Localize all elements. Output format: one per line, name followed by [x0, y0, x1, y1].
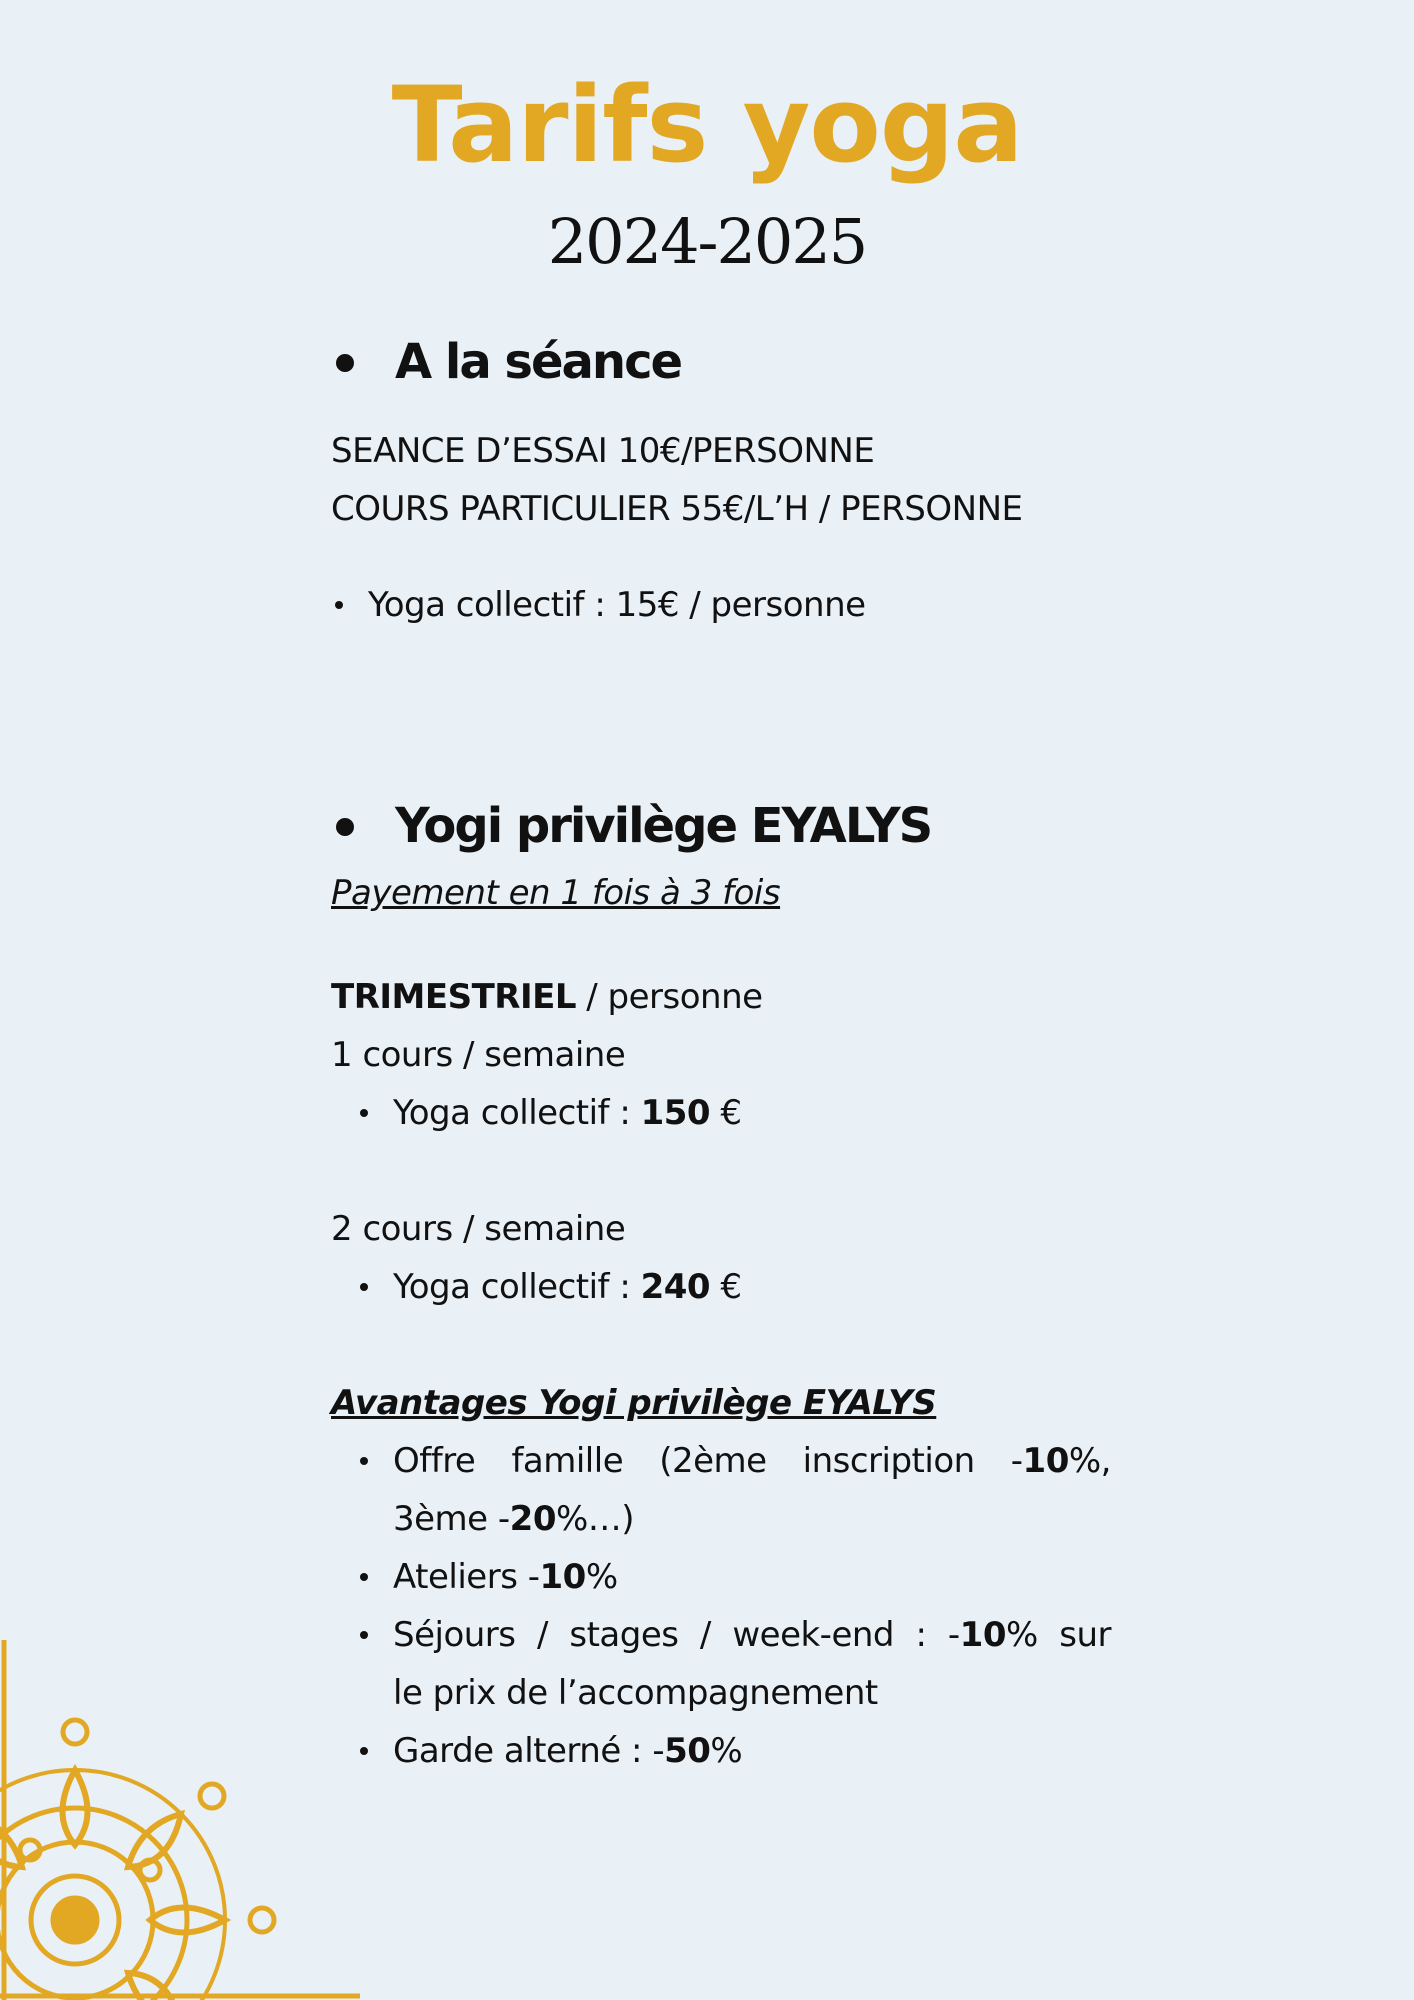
list-item: Yoga collectif : 150 € [331, 1084, 1111, 1142]
plan2-list [331, 1258, 1111, 1316]
list-item: Yoga collectif : 240 € [331, 1258, 1111, 1316]
mandala-icon [0, 1640, 360, 2000]
payment-note: Payement en 1 fois à 3 fois [331, 873, 781, 913]
bullet-dot [336, 354, 354, 372]
section-heading-privilege [331, 790, 1111, 862]
section-heading-seance [331, 326, 1111, 398]
pricing-content [331, 326, 1111, 1780]
trial-session-price: SEANCE D’ESSAI 10€/PERSONNE [331, 431, 875, 471]
private-lesson-price: COURS PARTICULIER 55€/L’H / PERSONNE [331, 489, 1023, 529]
plan1-list [331, 1084, 1111, 1142]
advantages-list [331, 1432, 1111, 1780]
trimestriel-line: TRIMESTRIEL / personne [331, 977, 763, 1017]
list-item: Offre famille (2ème inscription -10%, 3ème -20%…) [331, 1432, 1111, 1548]
bullet-dot [336, 818, 354, 836]
section-heading-privilege-text: Yogi privilège EYALYS [395, 798, 932, 854]
list-item: Séjours / stages / week-end : -10% sur le prix de l’accompagnement [331, 1606, 1111, 1722]
seance-list [331, 576, 1111, 634]
list-item: Garde alterné : -50% [331, 1722, 1111, 1780]
plan2-frequency: 2 cours / semaine [331, 1209, 626, 1249]
page-subtitle-year: 2024-2025 [547, 205, 867, 278]
advantages-title: Avantages Yogi privilège EYALYS [331, 1383, 937, 1423]
list-item: Ateliers -10% [331, 1548, 1111, 1606]
plan1-frequency: 1 cours / semaine [331, 1035, 626, 1075]
section-heading-seance-text: A la séance [395, 334, 682, 390]
list-item: Yoga collectif : 15€ / personne [331, 576, 1111, 634]
page-title: Tarifs yoga [391, 64, 1023, 186]
